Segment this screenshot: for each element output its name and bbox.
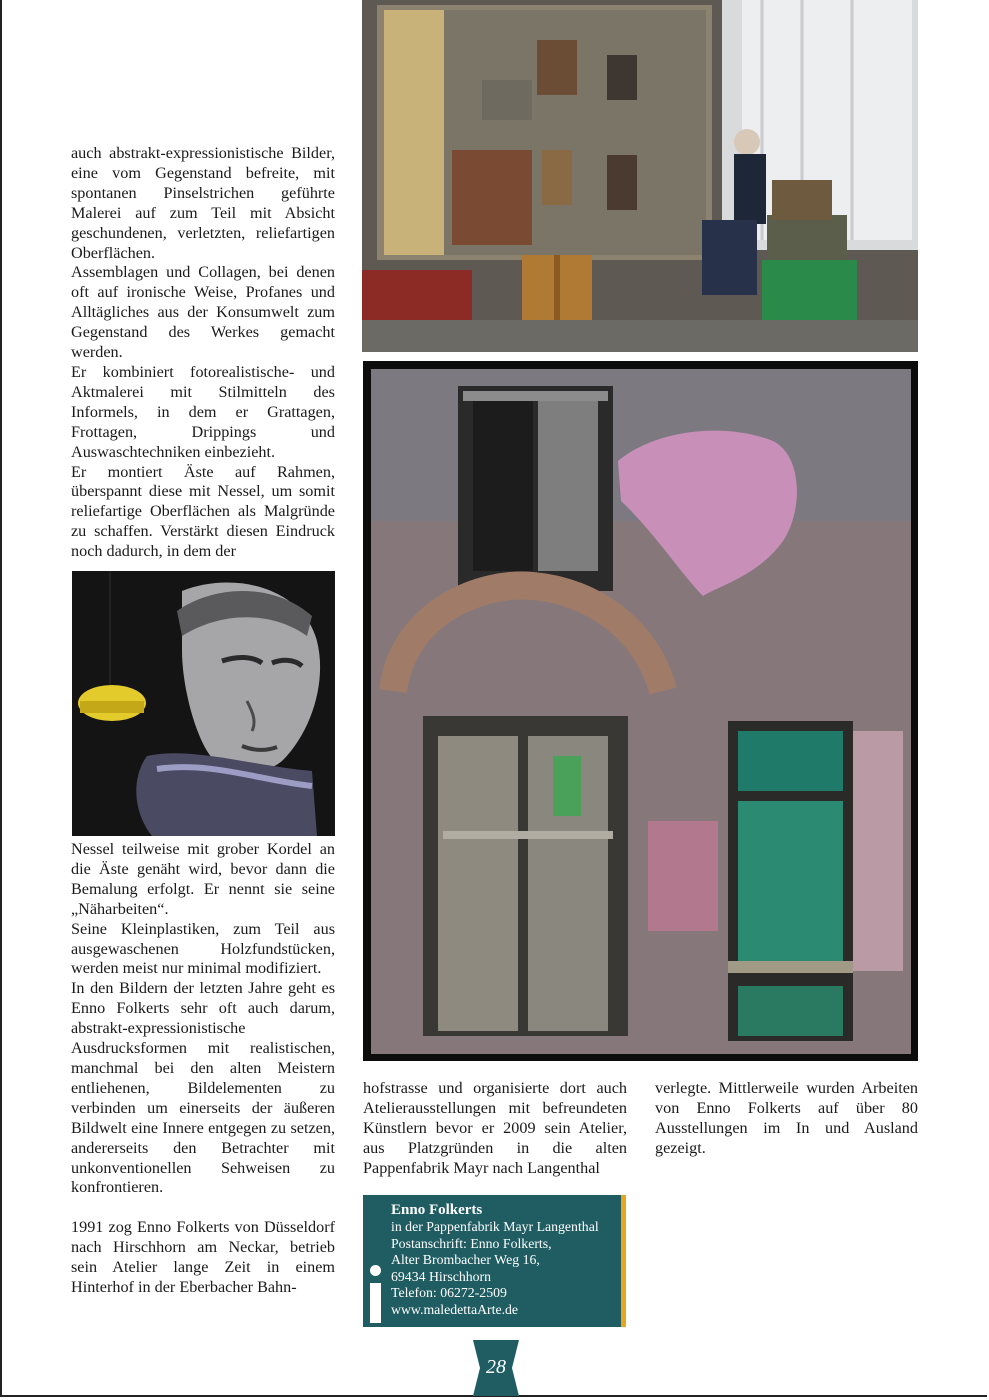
paragraph: Er kombiniert fotorealistische- und Aktmalerei mit Stilmitteln des Informels, in dem er Grattagen, Frottagen, Drippings und Auswaschtechniken einbezieht. (71, 362, 335, 461)
info-text (391, 1201, 621, 1319)
info-name: Enno Folkerts (391, 1202, 483, 1218)
paragraph: verlegte. Mittlerweile wurden Arbeiten von Enno Folkerts auf über 80 Ausstellungen im In und Ausland gezeigt. (655, 1079, 918, 1157)
right-column (655, 1079, 918, 1159)
paragraph: auch abstrakt-expressionistische Bilder, eine vom Gegenstand befreite, mit spontanen Pinselstrichen geführte Malerei auf zum Teil mit Absicht geschundenen, verletzten, reliefartigen Oberflächen. (71, 144, 335, 262)
paragraph: Er montiert Äste auf Rahmen, überspannt diese mit Nessel, um somit reliefartige Oberflächen als Malgründe zu schaffen. Verstärkt diesen Eindruck noch dadurch, in dem der (71, 462, 335, 561)
paragraph: hofstrasse und organisierte dort auch Atelierausstellungen mit befreundeten Künstlern bevor er 2009 sein Atelier, aus Platzgründen in die alten Pappenfabrik Mayr nach Langenthal (363, 1079, 627, 1177)
info-box (363, 1195, 626, 1327)
studio-photo (362, 0, 918, 352)
left-column-bottom (71, 840, 335, 1298)
page-number-tab (473, 1340, 519, 1396)
studio-photo-art (362, 0, 918, 352)
info-website-link[interactable]: www.maledettaArte.de (391, 1301, 519, 1317)
middle-column (363, 1079, 627, 1179)
left-column-top (71, 144, 335, 562)
facade-painting-art (363, 361, 918, 1061)
info-line: 69434 Hirschhorn (391, 1268, 492, 1284)
paragraph: Seine Kleinplastiken, zum Teil aus ausgewaschenen Holzfundstücken, werden meist nur minimal modifiziert. (71, 919, 335, 978)
paragraph: 1991 zog Enno Folkerts von Düsseldorf nach Hirschhorn am Neckar, betrieb sein Atelier lange Zeit in einem Hinterhof in der Eberbacher Bahn- (71, 1218, 335, 1296)
paragraph: In den Bildern der letzten Jahre geht es Enno Folkerts sehr oft auch darum, abstrakt-expressionistische Ausdrucksformen mit realistischen, manchmal bei den alten Meistern entliehenen, Bildelementen zu verbinden um einerseits der äußeren Bildwelt eine Innere entgegen zu setzen, andererseits den Betrachter mit unkonventionellen Sehweisen zu konfrontieren. (71, 979, 335, 1197)
portrait-painting-art (72, 571, 335, 836)
info-line: in der Pappenfabrik Mayr Langenthal (391, 1219, 599, 1234)
page-number: 28 (486, 1356, 506, 1378)
facade-painting (363, 361, 918, 1061)
info-line: Telefon: 06272-2509 (391, 1285, 507, 1301)
info-icon (366, 1261, 384, 1325)
paragraph: Assemblagen und Collagen, bei denen oft auf ironische Weise, Profanes und Alltägliches aus der Konsumwelt zum Gegenstand des Werkes gemacht werden. (71, 263, 335, 362)
paragraph: Nessel teilweise mit grober Kordel an die Äste genäht wird, bevor dann die Bemalung erfolgt. Er nennt sie seine „Näharbeiten“. (71, 840, 335, 918)
info-line: Postanschrift: Enno Folkerts, (391, 1235, 552, 1251)
info-line: Alter Brombacher Weg 16, (391, 1252, 540, 1268)
portrait-painting (72, 571, 335, 836)
